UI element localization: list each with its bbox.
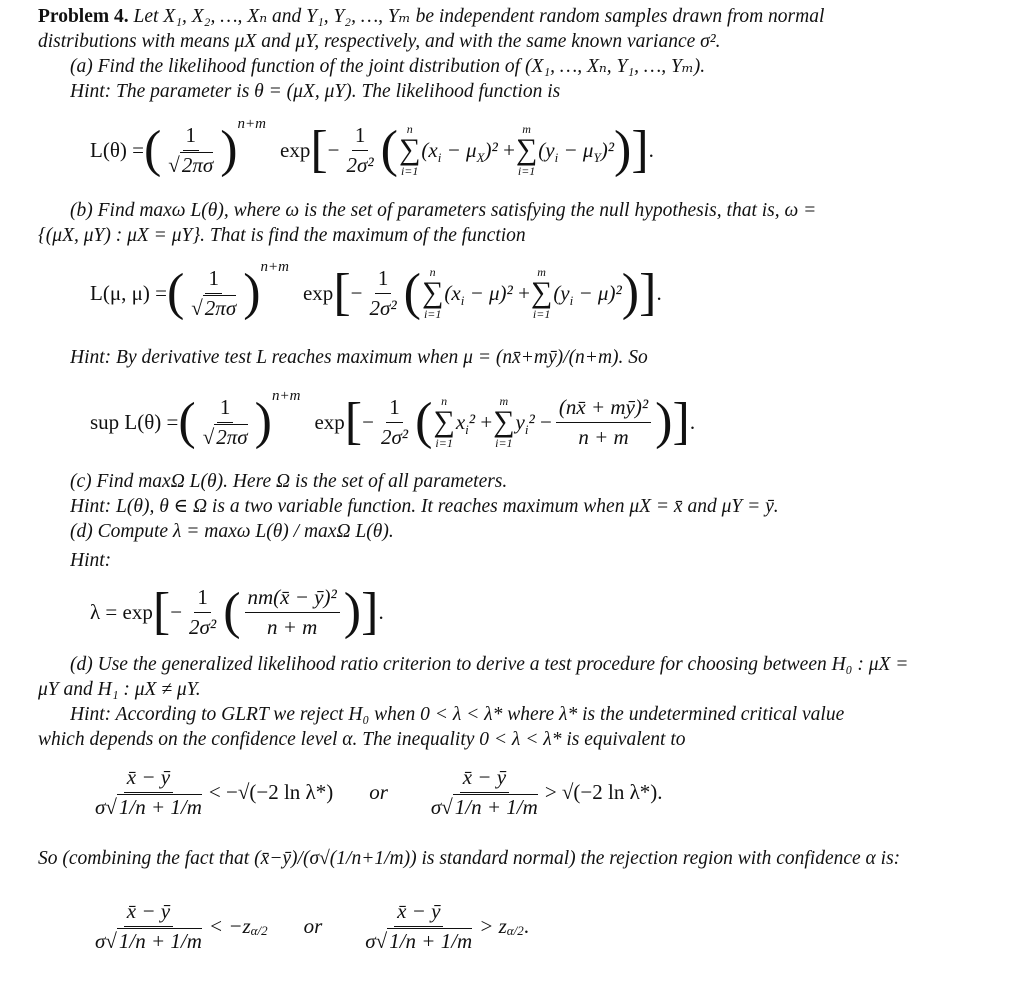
problem-line-2: distributions with means μX and μY, respectively, and with the same known variance σ².	[38, 31, 721, 52]
part-a-hint: Hint: The parameter is θ = (μX, μY). The likelihood function is	[70, 81, 561, 102]
likelihood-mu-equation: L(μ, μ) = ( $\frac{1}{√2\pi\sigma}$ ) n+m exp [ − $\frac{1}{\text{2σ²}}$ ( n ∑ i=1 $(x_i - \mu)^2$ + m ∑ i=1 $(y_i - \mu)^2$ ) ] .	[90, 258, 662, 321]
eq-lhs: sup L(θ) =	[90, 409, 179, 434]
lambda-equation: λ = exp [ − $\frac{1}{\text{2σ²}}$ ( $\frac{\text{nm(x̄ − ȳ)²}}{n + m}$ ) ] .	[90, 583, 384, 640]
z-subscript: α/2	[250, 923, 268, 938]
problem-statement: Let X₁, X₂, …, Xₙ and Y₁, Y₂, …, Yₘ be independent random samples drawn from normal	[133, 6, 825, 27]
z-right: > z	[479, 913, 507, 938]
eq-exponent: n+m	[271, 387, 301, 404]
part-c-hint: Hint: L(θ), θ ∈ Ω is a two variable function. It reaches maximum when μX = x̄ and μY = ȳ.	[70, 496, 779, 517]
eq-exponent: n+m	[260, 258, 289, 275]
sup-likelihood-equation: sup L(θ) = ( $\frac{1}{√2\pi\sigma}$ ) n+m exp [ − $\frac{1}{\text{2σ²}}$ ( n ∑ i=1 $x_i^2$ + m ∑ i=1 $y_i^2$ − $\frac{\text{(nx̄ + mȳ)²}}{n + m}$ ) ] .	[90, 387, 696, 450]
part-e-question-2: μY and H₁ : μX ≠ μY.	[38, 679, 201, 700]
problem-heading: Problem 4.	[38, 6, 129, 27]
exp-label: exp	[314, 409, 345, 434]
part-d-hint: Hint:	[70, 550, 112, 571]
eq-exponent: n+m	[237, 115, 267, 132]
crit-left: < −√(−2 ln λ*)	[208, 779, 334, 804]
eq-lhs: L(θ) =	[90, 137, 144, 162]
part-b-hint: Hint: By derivative test L reaches maximum when μ = (nx̄+mȳ)/(n+m). So	[70, 347, 648, 368]
exp-label: exp	[302, 280, 334, 305]
eq-lhs: λ = exp	[90, 599, 153, 624]
part-e-hint-1: Hint: According to GLRT we reject H₀ when 0 < λ < λ* where λ* is the undetermined critical value	[70, 704, 845, 725]
part-b-question-1: (b) Find maxω L(θ), where ω is the set of parameters satisfying the null hypothesis, that is, ω =	[70, 200, 817, 221]
part-b-question-2: {(μX, μY) : μX = μY}. That is find the maximum of the function	[38, 225, 526, 246]
z-subscript: α/2	[506, 923, 524, 938]
or-label: or	[369, 779, 388, 804]
part-d-question: (d) Compute λ = maxω L(θ) / maxΩ L(θ).	[70, 521, 394, 542]
part-e-hint-2: which depends on the confidence level α. The inequality 0 < λ < λ* is equivalent to	[38, 729, 686, 750]
or-label: or	[303, 913, 323, 938]
problem-line-1	[38, 5, 824, 29]
critical-inequality: $\frac{x̄ - ȳ}{\sigma√1/n + 1/m}$ < −√(−2 ln λ*) or $\frac{x̄ - ȳ}{\sigma√1/n + 1/m}$ > √(−2 ln λ*).	[95, 764, 663, 819]
part-e-question-1: (d) Use the generalized likelihood ratio criterion to derive a test procedure for choosing between H₀ : μX =	[70, 654, 909, 675]
z-left: < −z	[208, 913, 251, 938]
so-line: So (combining the fact that (x̄−ȳ)/(σ√(1/n+1/m)) is standard normal) the rejection region with confidence α is:	[38, 848, 901, 869]
likelihood-equation: L(θ) = ( $\frac{1}{√2\pi\sigma}$ ) n+m exp [ − $\frac{1}{\text{2σ²}}$ ( n ∑ i=1 $(x_i - \mu_X)^2$ + m ∑ i=1 $(y_i - \mu_Y)^2$ ) ] .	[90, 115, 654, 178]
part-c-question: (c) Find maxΩ L(θ). Here Ω is the set of all parameters.	[70, 471, 508, 492]
part-a-question: (a) Find the likelihood function of the joint distribution of (X₁, …, Xₙ, Y₁, …, Yₘ).	[70, 56, 706, 77]
rejection-region: $\frac{x̄ - ȳ}{\sigma√1/n + 1/m}$ < −z α/2 or $\frac{x̄ - ȳ}{\sigma√1/n + 1/m}$ > z α/2 .	[95, 898, 529, 953]
eq-lhs: L(μ, μ) =	[90, 280, 167, 305]
exp-label: exp	[280, 137, 311, 162]
crit-right: > √(−2 ln λ*).	[544, 779, 663, 804]
